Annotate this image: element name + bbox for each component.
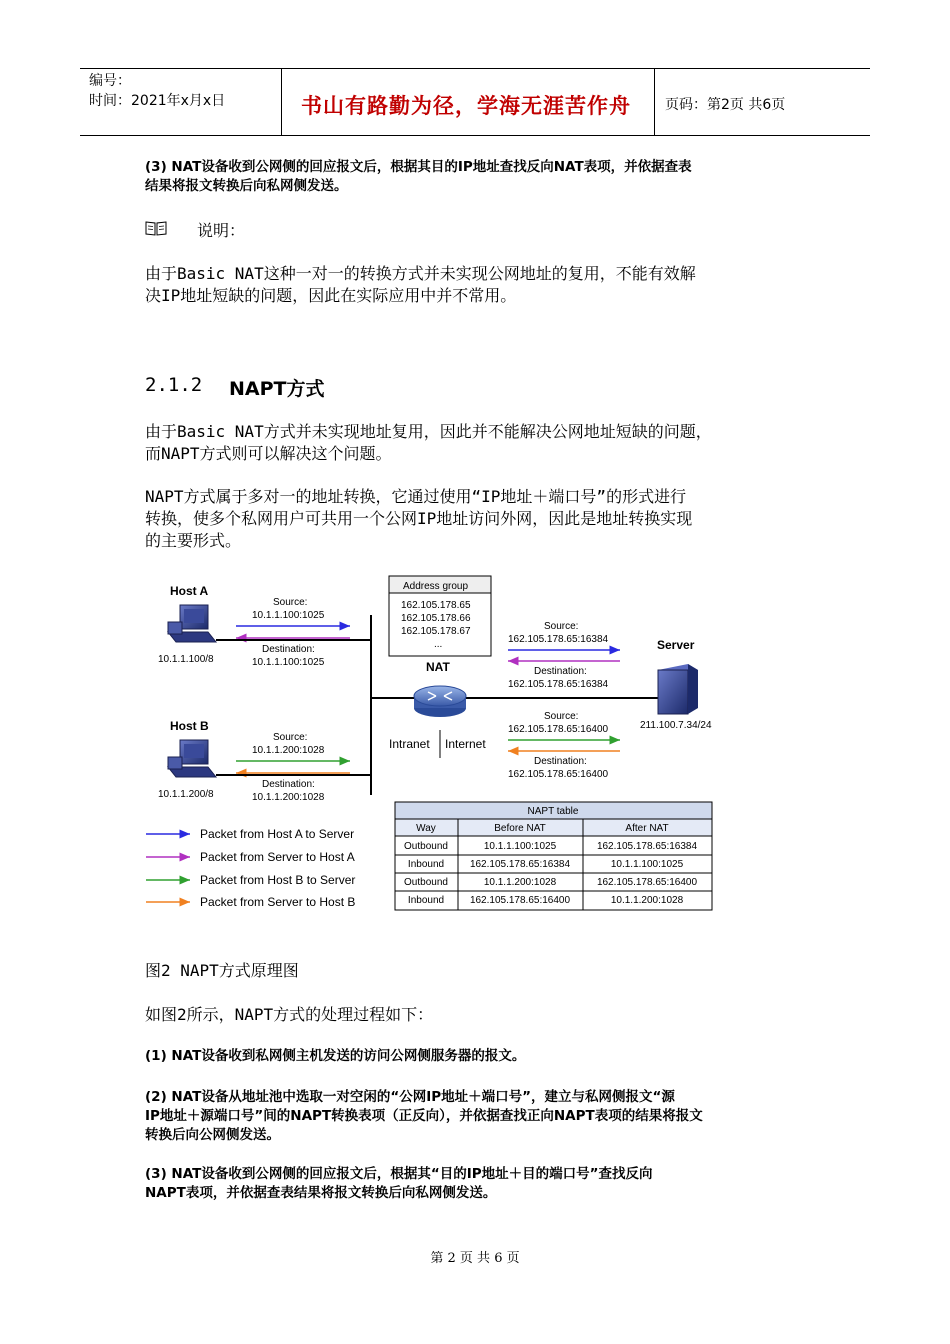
legend-label-b-out: Packet from Host B to Server [200, 873, 356, 887]
step2-line2: IP地址＋源端口号”间的NAPT转换表项（正反向），并依据查找正向NAPT表项的结果将报文 [145, 1108, 703, 1124]
napt-row3-before: 10.1.1.200:1028 [483, 877, 557, 888]
host-b-label: Host B [170, 719, 209, 733]
page-footer: 第 2 页 共 6 页 [430, 1251, 520, 1266]
doc-date-label: 时间：2021年x月x日 [89, 93, 226, 109]
section-para2-line1: NAPT方式属于多对一的地址转换，它通过使用“IP地址＋端口号”的形式进行 [145, 487, 687, 506]
right-b-dst-label: Destination: [534, 756, 587, 767]
napt-header-before: Before NAT [494, 823, 546, 834]
right-b-src: 162.105.178.65:16400 [508, 724, 609, 735]
header-divider-right [654, 68, 655, 136]
host-b-ip: 10.1.1.200/8 [158, 789, 214, 800]
top-step3-line2: 结果将报文转换后向私网侧发送。 [145, 178, 348, 194]
step2-line3: 转换后向公网侧发送。 [145, 1127, 280, 1143]
server-icon [658, 664, 698, 714]
note-label: 说明： [197, 221, 246, 240]
host-b-dst: 10.1.1.200:1028 [252, 792, 325, 803]
host-a-ip: 10.1.1.100/8 [158, 654, 214, 665]
address-group-item-more: ... [434, 639, 443, 650]
host-b-dst-label: Destination: [262, 779, 315, 790]
address-group-item-2: 162.105.178.66 [401, 613, 471, 624]
section-para2-line2: 转换，使多个私网用户可共用一个公网IP地址访问外网，因此是地址转换实现 [145, 509, 693, 528]
legend-label-a-out: Packet from Host A to Server [200, 827, 355, 841]
host-a-src: 10.1.1.100:1025 [252, 610, 325, 621]
step3-line1: (3) NAT设备收到公网侧的回应报文后，根据其“目的IP地址＋目的端口号”查找反向 [145, 1166, 653, 1182]
header-divider-left [281, 68, 282, 136]
napt-table-title: NAPT table [527, 806, 579, 817]
napt-row2-before: 162.105.178.65:16384 [469, 859, 571, 870]
doc-number-label: 编号： [89, 73, 131, 89]
process-intro: 如图2所示，NAPT方式的处理过程如下： [145, 1005, 434, 1024]
header-bottom-rule [80, 135, 870, 136]
intranet-label: Intranet [389, 737, 430, 751]
host-a-label: Host A [170, 584, 209, 598]
figure-caption: 图2 NAPT方式原理图 [145, 961, 299, 980]
napt-row4-after: 10.1.1.200:1028 [610, 895, 684, 906]
note-line2: 决IP地址短缺的问题，因此在实际应用中并不常用。 [145, 286, 517, 305]
napt-row1-after: 162.105.178.65:16384 [596, 841, 698, 852]
host-a-dst-label: Destination: [262, 644, 315, 655]
header-page-info: 页码：第2页 共6页 [665, 97, 786, 113]
napt-row3-way: Outbound [404, 877, 448, 888]
section-para2-line3: 的主要形式。 [145, 531, 242, 550]
napt-row2-after: 10.1.1.100:1025 [610, 859, 684, 870]
host-b-src-label: Source: [273, 732, 308, 743]
step1: (1) NAT设备收到私网侧主机发送的访问公网侧服务器的报文。 [145, 1048, 526, 1064]
nat-router-icon [414, 686, 466, 717]
section-title: NAPT方式 [229, 378, 325, 400]
host-a-computer-icon [168, 605, 216, 642]
server-label: Server [657, 638, 695, 652]
right-a-dst-label: Destination: [534, 666, 587, 677]
napt-row1-before: 10.1.1.100:1025 [483, 841, 557, 852]
step2-line1: (2) NAT设备从地址池中选取一对空闲的“公网IP地址＋端口号”，建立与私网侧报文“源 [145, 1089, 675, 1105]
napt-row3-after: 162.105.178.65:16400 [596, 877, 698, 888]
section-para1-line2: 而NAPT方式则可以解决这个问题。 [145, 444, 392, 463]
right-b-dst: 162.105.178.65:16400 [508, 769, 609, 780]
note-line1: 由于Basic NAT这种一对一的转换方式并未实现公网地址的复用，不能有效解 [145, 264, 696, 283]
host-b-src: 10.1.1.200:1028 [252, 745, 325, 756]
host-a-src-label: Source: [273, 597, 308, 608]
napt-header-after: After NAT [625, 823, 669, 834]
nat-label: NAT [426, 660, 450, 674]
napt-diagram [140, 570, 730, 915]
napt-table [395, 802, 712, 910]
header-motto: 书山有路勤为径，学海无涯苦作舟 [301, 94, 631, 118]
address-group-item-3: 162.105.178.67 [401, 626, 471, 637]
host-a-dst: 10.1.1.100:1025 [252, 657, 325, 668]
right-a-src: 162.105.178.65:16384 [508, 634, 609, 645]
header-top-rule [80, 68, 870, 69]
napt-row4-way: Inbound [407, 895, 445, 906]
address-group-title: Address group [403, 581, 469, 592]
right-a-src-label: Source: [544, 621, 579, 632]
section-para1-line1: 由于Basic NAT方式并未实现地址复用，因此并不能解决公网地址短缺的问题， [145, 422, 712, 441]
right-a-dst: 162.105.178.65:16384 [508, 679, 609, 690]
right-b-src-label: Source: [544, 711, 579, 722]
napt-row1-way: Outbound [404, 841, 448, 852]
napt-row2-way: Inbound [407, 859, 445, 870]
server-ip: 211.100.7.34/24 [640, 720, 712, 731]
napt-row4-before: 162.105.178.65:16400 [469, 895, 571, 906]
section-number: 2.1.2 [145, 374, 203, 396]
legend [146, 827, 355, 909]
address-group-item-1: 162.105.178.65 [401, 600, 471, 611]
legend-label-a-in: Packet from Server to Host A [200, 850, 355, 864]
napt-header-way: Way [416, 823, 436, 834]
legend-label-b-in: Packet from Server to Host B [200, 895, 356, 909]
top-step3-line1: (3) NAT设备收到公网侧的回应报文后，根据其目的IP地址查找反向NAT表项，并依据查表 [145, 159, 692, 175]
internet-label: Internet [445, 737, 486, 751]
host-b-computer-icon [168, 740, 216, 777]
book-icon [145, 220, 167, 236]
step3-line2: NAPT表项，并依据查表结果将报文转换后向私网侧发送。 [145, 1185, 497, 1201]
